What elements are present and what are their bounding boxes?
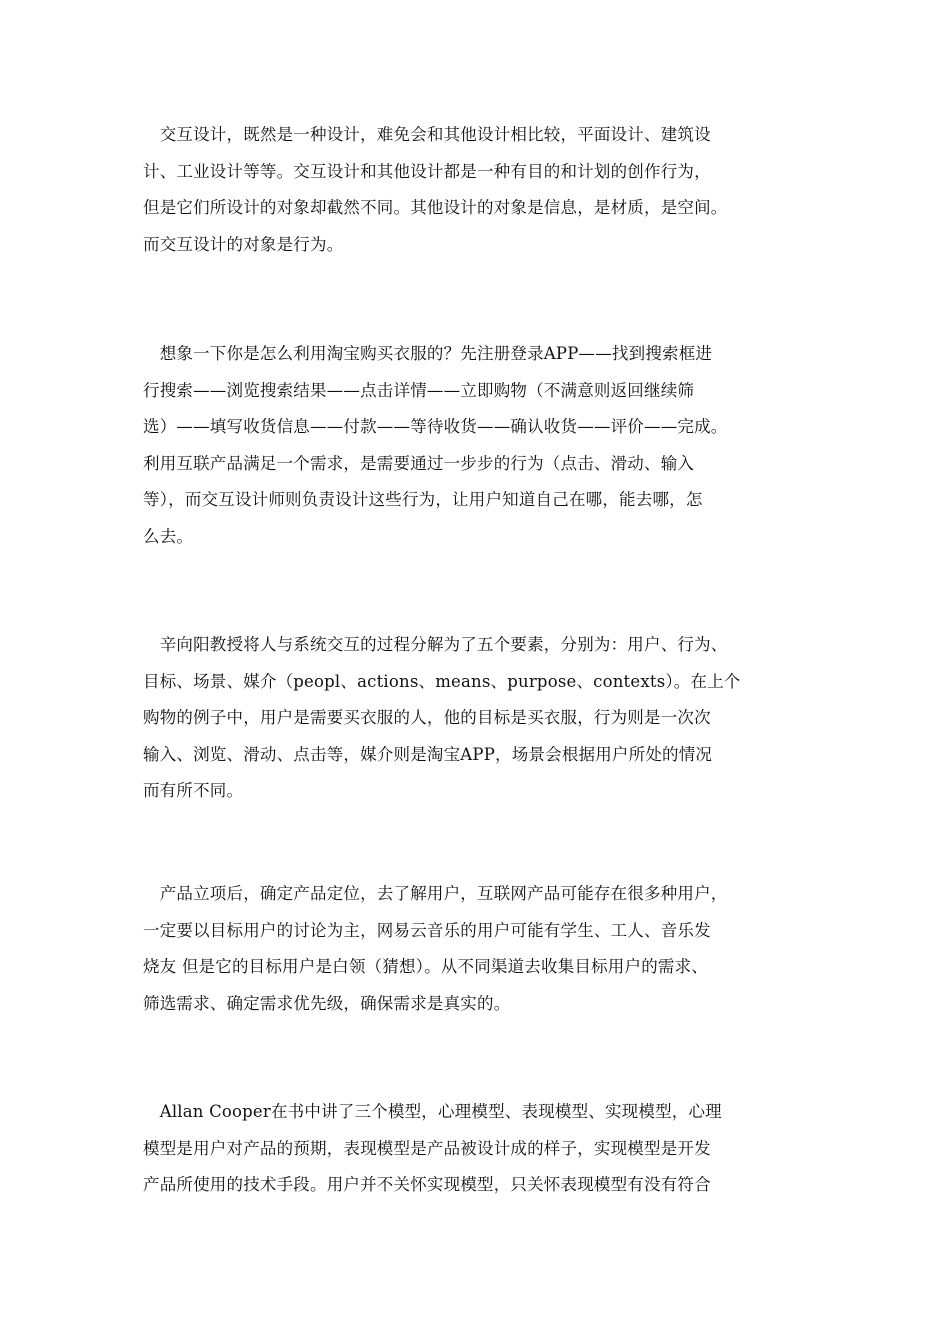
paragraph-three-models [143,1094,808,1204]
text-line: 购物的例子中，用户是需要买衣服的人，他的目标是买衣服，行为则是一次次 [143,708,711,727]
text-line: 计、工业设计等等。交互设计和其他设计都是一种有目的和计划的创作行为， [143,161,711,181]
text-line: 利用互联产品满足一个需求，是需要通过一步步的行为（点击、滑动、输入 [143,453,695,473]
text-line: 输入、浏览、滑动、点击等，媒介则是淘宝APP，场景会根据用户所处的情况 [143,744,713,764]
text-line: 筛选需求、确定需求优先级，确保需求是真实的。 [143,993,511,1013]
paragraph-five-elements [143,627,808,810]
paragraph-interaction-design-object [143,117,808,263]
text-line: 但是它们所设计的对象却截然不同。其他设计的对象是信息，是材质，是空间。 [143,198,728,217]
text-line: Allan Cooper在书中讲了三个模型，心理模型、表现模型、实现模型，心理 [143,1102,722,1121]
text-line: 选）——填写收货信息——付款——等待收货——确认收货——评价——完成。 [143,417,728,436]
text-line: 模型是用户对产品的预期，表现模型是产品被设计成的样子，实现模型是开发 [143,1138,711,1158]
text-line: 想象一下你是怎么利用淘宝购买衣服的？先注册登录APP——找到搜索框进 [143,344,713,363]
text-line: 目标、场景、媒介（peopl、actions、means、purpose、contexts）。在上个 [143,671,741,691]
text-line: 行搜索——浏览搜索结果——点击详情——立即购物（不满意则返回继续筛 [143,380,695,400]
text-line: 辛向阳教授将人与系统交互的过程分解为了五个要素，分别为：用户、行为、 [143,635,728,654]
paragraph-target-users [143,876,808,1022]
text-line: 交互设计，既然是一种设计，难免会和其他设计相比较，平面设计、建筑设 [143,125,711,144]
text-line: 一定要以目标用户的讨论为主，网易云音乐的用户可能有学生、工人、音乐发 [143,920,711,940]
text-line: 产品所使用的技术手段。用户并不关怀实现模型，只关怀表现模型有没有符合 [143,1175,711,1194]
text-line: 烧友 但是它的目标用户是白领（猜想）。从不同渠道去收集目标用户的需求、 [143,957,708,976]
paragraph-taobao-example [143,336,808,555]
text-line: 而交互设计的对象是行为。 [143,234,344,254]
text-line: 等），而交互设计师则负责设计这些行为，让用户知道自己在哪，能去哪，怎 [143,490,703,509]
text-line: 么去。 [143,526,194,546]
text-line: 而有所不同。 [143,781,244,800]
text-line: 产品立项后，确定产品定位，去了解用户，互联网产品可能存在很多种用户， [143,884,728,903]
